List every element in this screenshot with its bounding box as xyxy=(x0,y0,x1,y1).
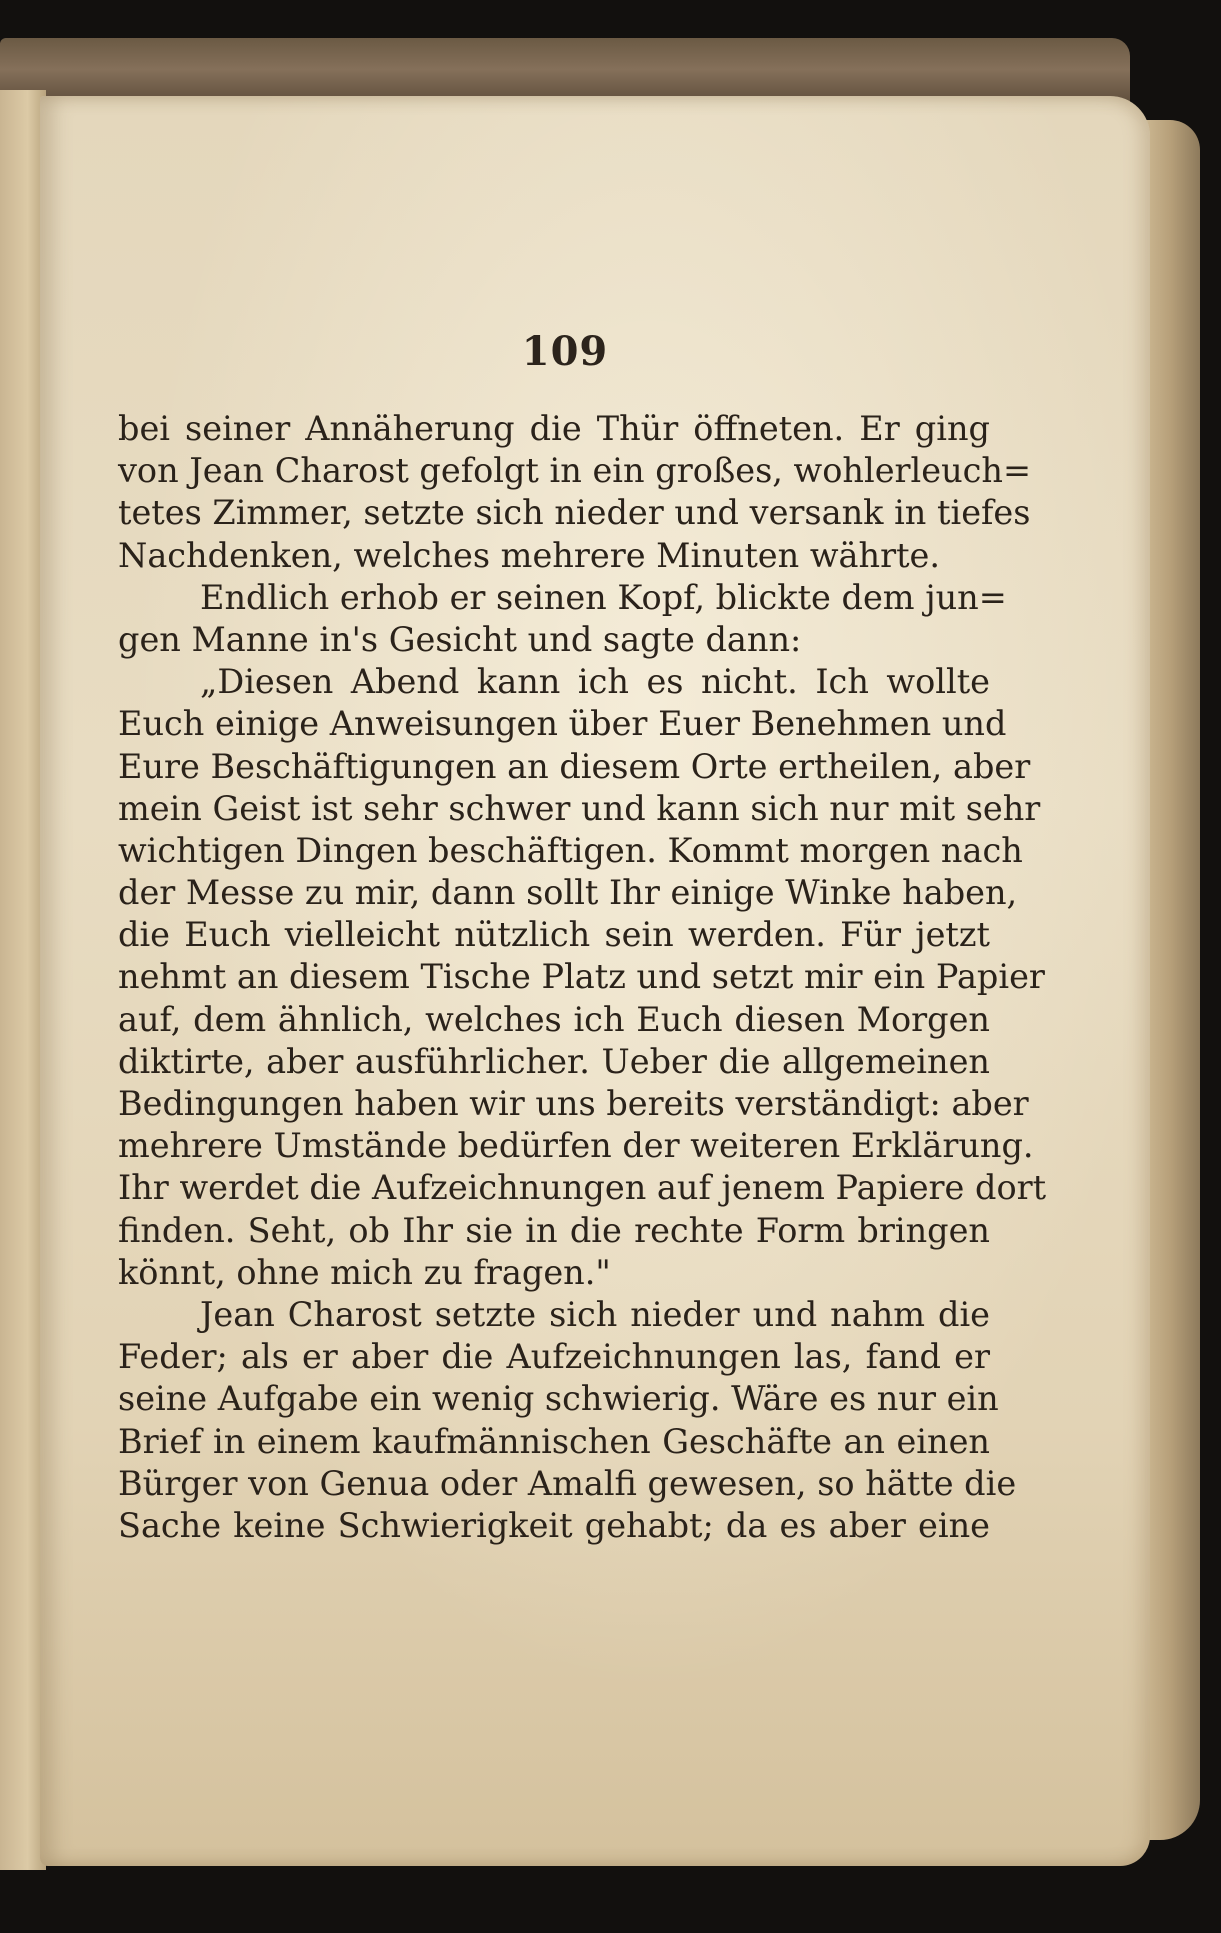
text-line: bei seiner Annäherung die Thür öffneten. Er ging xyxy=(118,409,990,448)
text-line: finden. Seht, ob Ihr sie in die rechte Form bringen xyxy=(118,1210,990,1250)
text-line: von Jean Charost gefolgt in ein großes, wohlerleuch= xyxy=(118,451,1032,491)
text-line: Ihr werdet die Aufzeichnungen auf jenem Papiere dort xyxy=(118,1168,1047,1208)
text-line: wichtigen Dingen beschäftigen. Kommt morgen nach xyxy=(118,830,1023,870)
text-line: Bedingungen haben wir uns bereits verständigt: aber xyxy=(118,1084,1029,1123)
text-line: Brief in einem kaufmännischen Geschäfte an einen xyxy=(118,1421,990,1461)
text-line: Jean Charost setzte sich nieder und nahm die xyxy=(200,1294,990,1334)
text-line: Sache keine Schwierigkeit gehabt; da es aber eine xyxy=(118,1505,990,1545)
text-line: gen Manne in's Gesicht und sagte dann: xyxy=(118,619,802,659)
text-line: Feder; als er aber die Aufzeichnungen las, fand er xyxy=(118,1337,990,1377)
text-line: nehmt an diesem Tische Platz und setzt mir ein Papier xyxy=(118,957,1045,997)
text-line: mehrere Umstände bedürfen der weiteren Erklärung. xyxy=(118,1126,1034,1166)
body-text xyxy=(118,408,1047,1547)
text-line: der Messe zu mir, dann sollt Ihr einige Winke haben, xyxy=(118,873,1018,913)
text-line: mein Geist ist sehr schwer und kann sich nur mit sehr xyxy=(118,788,1041,828)
text-line: Eure Beschäftigungen an diesem Orte ertheilen, aber xyxy=(118,746,1031,786)
text-line: auf, dem ähnlich, welches ich Euch diesen Morgen xyxy=(118,999,990,1039)
text-line: Nachdenken, welches mehrere Minuten währte. xyxy=(118,535,941,575)
text-line: seine Aufgabe ein wenig schwierig. Wäre es nur ein xyxy=(118,1379,999,1419)
text-line: Endlich erhob er seinen Kopf, blickte dem jun= xyxy=(200,577,1007,617)
text-line: diktirte, aber ausführlicher. Ueber die allgemeinen xyxy=(118,1041,990,1081)
text-line: Euch einige Anweisungen über Euer Benehmen und xyxy=(118,704,1007,744)
text-line: tetes Zimmer, setzte sich nieder und versank in tiefes xyxy=(118,493,1031,533)
text-line: die Euch vielleicht nützlich sein werden. Für jetzt xyxy=(118,915,990,955)
text-line: „Diesen Abend kann ich es nicht. Ich wollte xyxy=(200,662,990,702)
text-line: Bürger von Genua oder Amalfi gewesen, so hätte die xyxy=(118,1463,1017,1503)
book-page xyxy=(40,96,1150,1866)
text-line: könnt, ohne mich zu fragen." xyxy=(118,1252,611,1292)
page-number: 109 xyxy=(521,328,609,375)
